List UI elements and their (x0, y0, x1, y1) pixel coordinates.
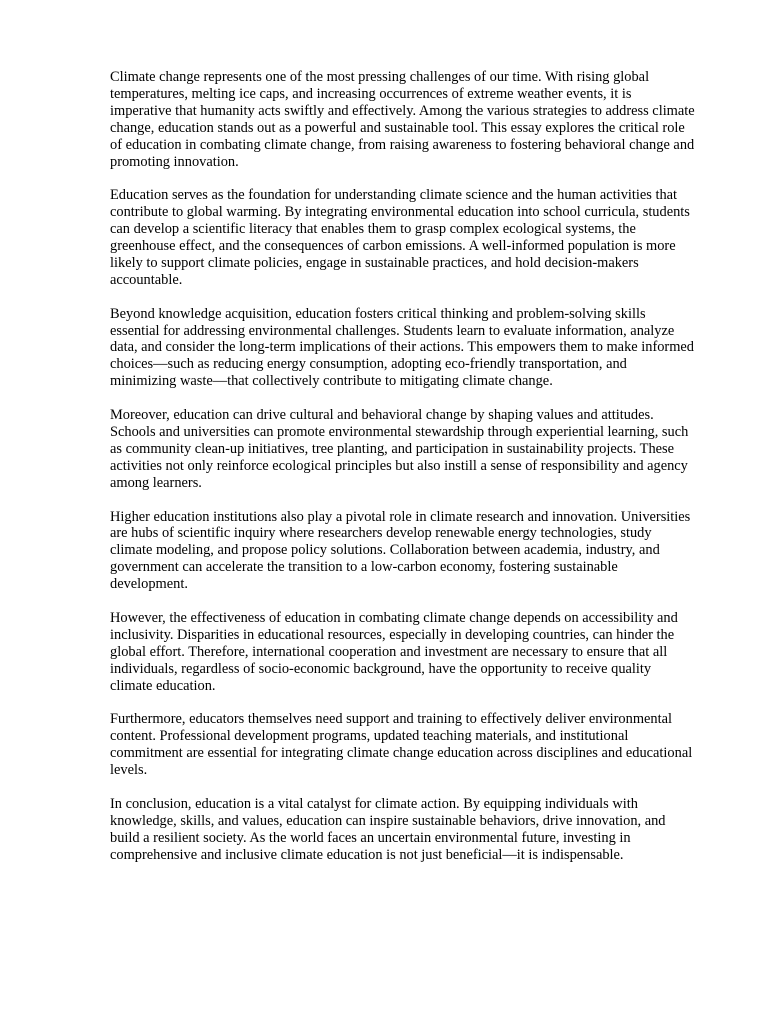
paragraph-introduction: Climate change represents one of the most pressing challenges of our time. With rising global temperatures, melting ice caps, and increasing occurrences of extreme weather events, it is imperative that humanity acts swiftly and effectively. Among the various strategies to address climate change, education stands out as a powerful and sustainable tool. This essay explores the critical role of education in combating climate change, from raising awareness to fostering behavioral change and promoting innovation. (110, 69, 695, 170)
paragraph-cultural-change: Moreover, education can drive cultural and behavioral change by shaping values and attitudes. Schools and universities can promote environmental stewardship through experiential learning, such as community clean-up initiatives, tree planting, and participation in sustainability projects. These activities not only reinforce ecological principles but also instill a sense of responsibility and agency among learners. (110, 407, 689, 491)
paragraph-educator-support: Furthermore, educators themselves need support and training to effectively deliver environmental content. Professional development programs, updated teaching materials, and institutional commitment are essential for integrating climate change education across disciplines and educational levels. (110, 711, 693, 779)
essay-body (110, 69, 695, 880)
paragraph-accessibility: However, the effectiveness of education in combating climate change depends on accessibility and inclusivity. Disparities in educational resources, especially in developing countries, can hinder the global effort. Therefore, international cooperation and investment are necessary to ensure that all individuals, regardless of socio-economic background, have the opportunity to receive quality climate education. (110, 609, 678, 694)
paragraph-higher-education: Higher education institutions also play a pivotal role in climate research and innovation. Universities are hubs of scientific inquiry where researchers develop renewable energy technologies, study climate modeling, and propose policy solutions. Collaboration between academia, industry, and government can accelerate the transition to a low-carbon economy, fostering sustainable development. (110, 508, 691, 593)
paragraph-conclusion: In conclusion, education is a vital catalyst for climate action. By equipping individuals with knowledge, skills, and values, education can inspire sustainable behaviors, drive innovation, and build a resilient society. As the world faces an uncertain environmental future, investing in comprehensive and inclusive climate education is not just beneficial—it is indispensable. (110, 795, 666, 863)
paragraph-foundation: Education serves as the foundation for understanding climate science and the human activities that contribute to global warming. By integrating environmental education into school curricula, students can develop a scientific literacy that enables them to grasp complex ecological systems, the greenhouse effect, and the consequences of carbon emissions. A well-informed population is more likely to support climate policies, engage in sustainable practices, and hold decision-makers accountable. (110, 187, 690, 288)
paragraph-critical-thinking: Beyond knowledge acquisition, education fosters critical thinking and problem-solving skills essential for addressing environmental challenges. Students learn to evaluate information, analyze data, and consider the long-term implications of their actions. This empowers them to make informed choices—such as reducing energy consumption, adopting eco-friendly transportation, and minimizing waste—that collectively contribute to mitigating climate change. (110, 305, 695, 390)
